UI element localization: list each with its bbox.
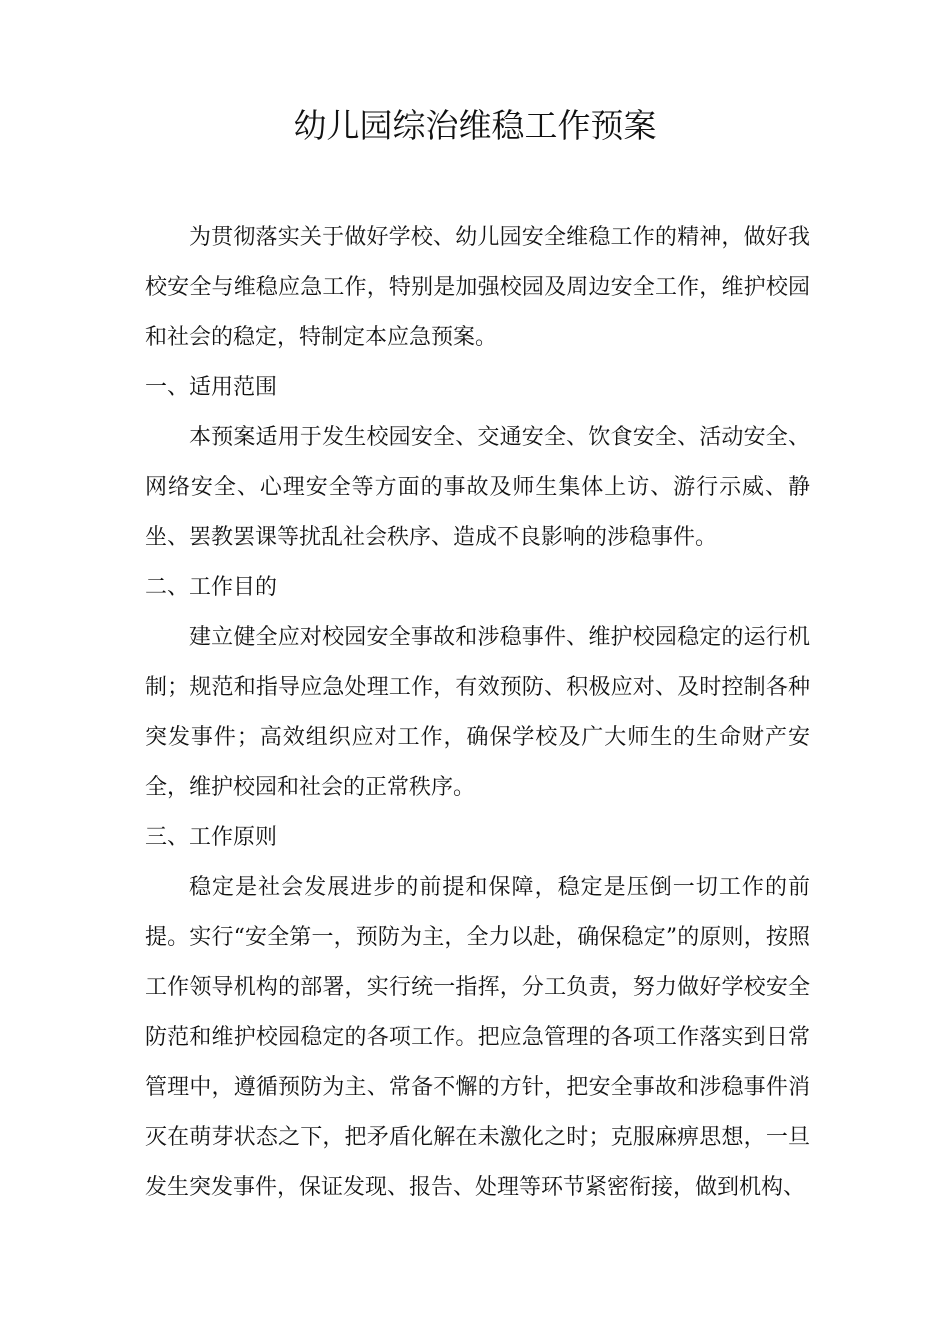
intro-paragraph: 为贯彻落实关于做好学校、幼儿园安全维稳工作的精神，做好我校安全与维稳应急工作，特别是加强校园及周边安全工作，维护校园和社会的稳定，特制定本应急预案。	[145, 225, 810, 350]
section-heading-principles: 三、工作原则	[145, 825, 278, 850]
section-text-purpose: 建立健全应对校园安全事故和涉稳事件、维护校园稳定的运行机制；规范和指导应急处理工作，有效预防、积极应对、及时控制各种突发事件；高效组织应对工作，确保学校及广大师生的生命财产安全，维护校园和社会的正常秩序。	[145, 625, 810, 800]
section-heading-scope: 一、适用范围	[145, 375, 278, 400]
document-title: 幼儿园综治维稳工作预案	[293, 106, 657, 145]
section-heading-purpose: 二、工作目的	[145, 575, 278, 600]
section-text-principles: 稳定是社会发展进步的前提和保障，稳定是压倒一切工作的前提。实行“安全第一，预防为主，全力以赴，确保稳定”的原则，按照工作领导机构的部署，实行统一指挥，分工负责，努力做好学校安全防范和维护校园稳定的各项工作。把应急管理的各项工作落实到日常管理中，遵循预防为主、常备不懈的方针，把安全事故和涉稳事件消灭在萌芽状态之下，把矛盾化解在未激化之时；克服麻痹思想，一旦发生突发事件，保证发现、报告、处理等环节紧密衔接，做到机构、	[145, 875, 810, 1200]
document-body	[145, 213, 810, 1213]
section-text-scope: 本预案适用于发生校园安全、交通安全、饮食安全、活动安全、网络安全、心理安全等方面的事故及师生集体上访、游行示威、静坐、罢教罢课等扰乱社会秩序、造成不良影响的涉稳事件。	[145, 425, 810, 550]
